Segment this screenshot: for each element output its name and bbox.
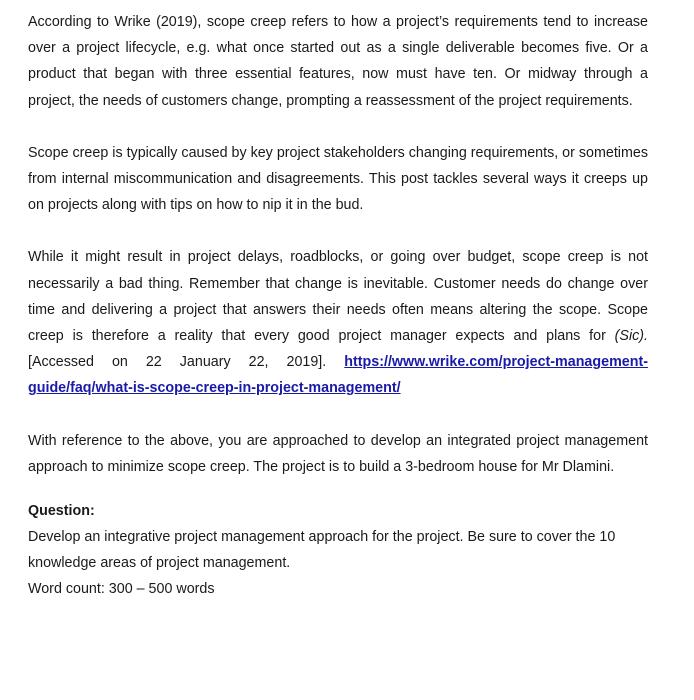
- paragraph-text: While it might result in project delays, roadblocks, or going over budget, scope creep is not necessarily a bad thing. Remember that change is inevitable. Customer needs do change over time and delivering a project that answers their needs often means altering the scope. Scope creep is therefore a reality that every good project manager expects and plans for: [28, 249, 648, 345]
- paragraph-assignment-context: With reference to the above, you are approached to develop an integrated project management approach to minimize scope creep. The project is to build a 3-bedroom house for Mr Dlamini.: [28, 432, 648, 475]
- paragraph-scope-creep-not-bad: [28, 244, 648, 401]
- question-body: Develop an integrative project management approach for the project. Be sure to cover the 10 knowledge areas of project management.: [28, 529, 616, 572]
- word-count: Word count: 300 – 500 words: [28, 581, 215, 598]
- question-heading: Question:: [28, 503, 95, 520]
- sic-note: (Sic).: [614, 328, 648, 345]
- paragraph-scope-creep-definition: According to Wrike (2019), scope creep refers to how a project’s requirements tend to increase over a project lifecycle, e.g. what once started out as a single deliverable becomes five. Or a product that began with three essential features, now must have ten. Or midway through a project, the needs of customers change, prompting a reassessment of the project requirements.: [28, 14, 648, 109]
- accessed-note: [Accessed on 22 January 22, 2019].: [28, 354, 345, 371]
- source-link[interactable]: https://www.wrike.com/project-management-guide/faq/what-is-scope-creep-in-project-management/: [28, 354, 648, 397]
- paragraph-scope-creep-causes: Scope creep is typically caused by key project stakeholders changing requirements, or sometimes from internal miscommunication and disagreements. This post tackles several ways it creeps up on projects along with tips on how to nip it in the bud.: [28, 144, 648, 214]
